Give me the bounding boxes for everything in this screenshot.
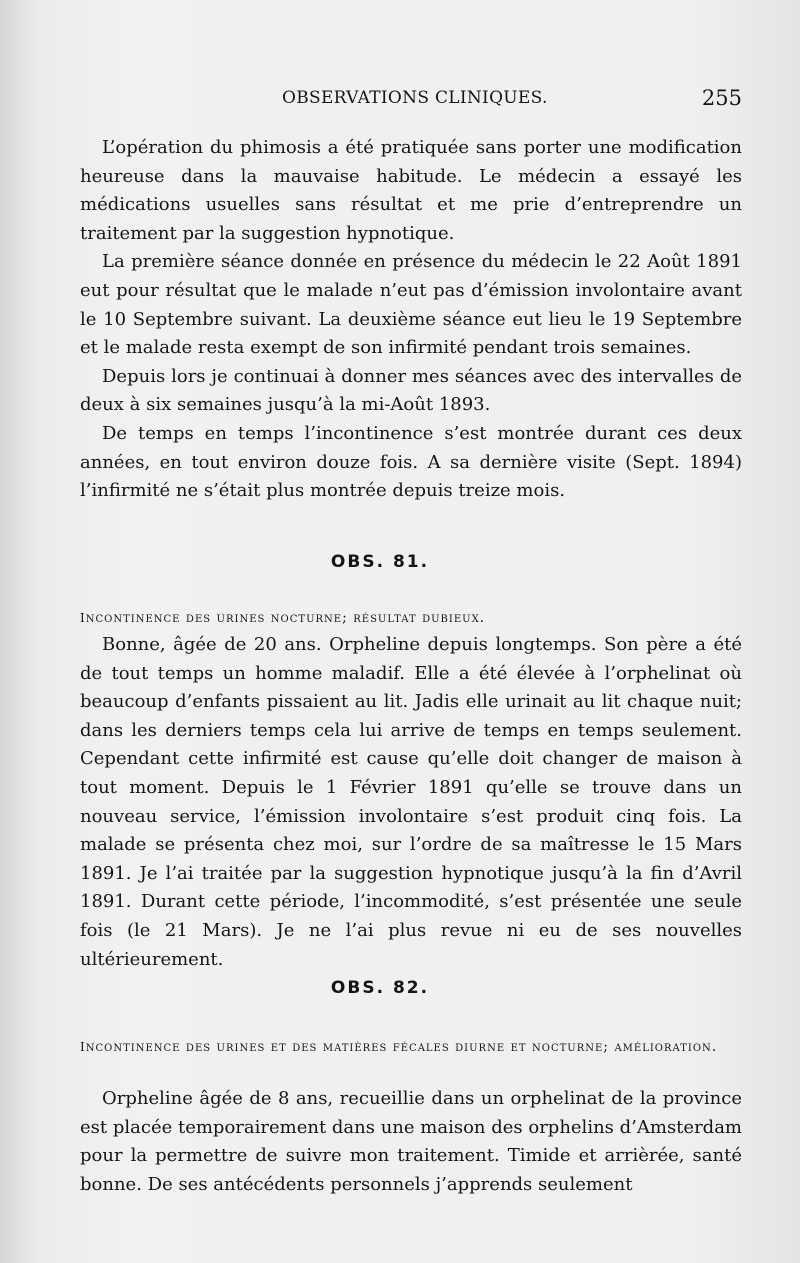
obs-82-title: OBS. 82. xyxy=(330,978,430,998)
page-header xyxy=(80,88,742,118)
paragraph: Depuis lors je continuai à donner mes séances avec des intervalles de deux à six semaines jusqu’à la mi-Août 1893. xyxy=(80,365,742,416)
obs-82-text-block xyxy=(80,1085,742,1199)
obs-82-heading: incontinence des urines et des matières fécales diurne et nocturne; amélioration. xyxy=(80,1036,718,1056)
running-head: OBSERVATIONS CLINIQUES. xyxy=(282,88,548,108)
paragraph: Orpheline âgée de 8 ans, recueillie dans un orphelinat de la province est placée temporairement dans une maison des orphelins d’Amsterdam pour la permettre de suivre mon traitement. Timide et arrièrée, santé bonne. De ses antécédents personnels j’apprends seulement xyxy=(80,1088,742,1195)
obs-81-title: OBS. 81. xyxy=(330,552,430,572)
paragraph: De temps en temps l’incontinence s’est montrée durant ces deux années, en tout environ douze fois. A sa dernière visite (Sept. 1894) l’infirmité ne s’était plus montrée depuis treize mois. xyxy=(80,422,742,502)
paragraph: Bonne, âgée de 20 ans. Orpheline depuis longtemps. Son père a été de tout temps un homme maladif. Elle a été élevée à l’orphelinat où beaucoup d’enfants pissaient au lit. Jadis elle urinait au lit chaque nuit; dans les derniers temps cela lui arrive de temps en temps seulement. Cependant cette infirmité est cause qu’elle doit changer de maison à tout moment. Depuis le 1 Février 1891 qu’elle se trouve dans un nouveau service, l’émission involontaire s’est produit cinq fois. La malade se présenta chez moi, sur l’ordre de sa maîtresse le 15 Mars 1891. Je l’ai traitée par la suggestion hypnotique jusqu’à la fin d’Avril 1891. Durant cette période, l’incommodité, s’est présentée une seule fois (le 21 Mars). Je ne l’ai plus revue ni eu de ses nouvelles ultérieurement. xyxy=(80,634,742,970)
paragraph: La première séance donnée en présence du médecin le 22 Août 1891 eut pour résultat que le malade n’eut pas d’émission involontaire avant le 10 Septembre suivant. La deuxième séance eut lieu le 19 Septembre et le malade resta exempt de son infirmité pendant trois semaines. xyxy=(80,251,742,359)
paragraph: L’opération du phimosis a été pratiquée sans porter une modification heureuse dans la mauvaise habitude. Le médecin a essayé les médications usuelles sans résultat et me prie d’entreprendre un traitement par la suggestion hypnotique. xyxy=(80,137,742,244)
intro-text-block xyxy=(80,134,742,506)
obs-81-heading: incontinence des urines nocturne; résultat dubieux. xyxy=(80,607,486,627)
page-number: 255 xyxy=(701,86,742,110)
obs-81-text-block xyxy=(80,631,742,974)
